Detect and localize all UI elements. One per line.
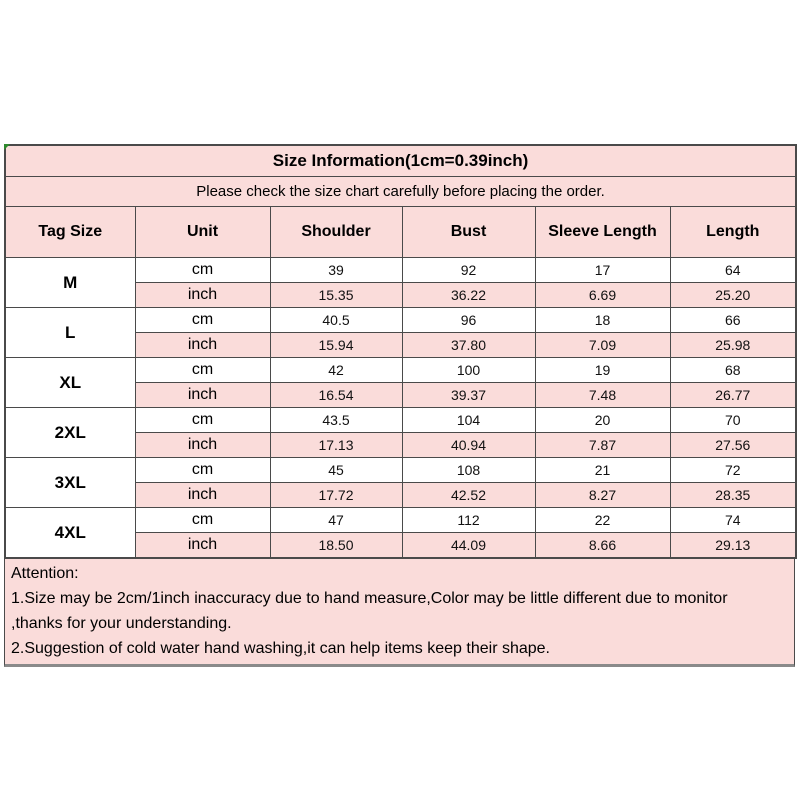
table-row	[5, 258, 796, 283]
value-cell: 7.09	[535, 333, 670, 358]
unit-label: cm	[135, 308, 270, 333]
table-row	[5, 408, 796, 433]
value-cell: 45	[270, 458, 402, 483]
value-cell: 92	[402, 258, 535, 283]
value-cell: 44.09	[402, 533, 535, 559]
column-header-length: Length	[670, 207, 796, 258]
value-cell: 28.35	[670, 483, 796, 508]
value-cell: 104	[402, 408, 535, 433]
unit-label: cm	[135, 258, 270, 283]
size-label: L	[5, 308, 135, 358]
size-chart-sheet	[4, 144, 795, 667]
size-label: 3XL	[5, 458, 135, 508]
value-cell: 68	[670, 358, 796, 383]
value-cell: 16.54	[270, 383, 402, 408]
size-label: 4XL	[5, 508, 135, 559]
value-cell: 64	[670, 258, 796, 283]
value-cell: 39	[270, 258, 402, 283]
column-header-tag-size: Tag Size	[5, 207, 135, 258]
value-cell: 36.22	[402, 283, 535, 308]
value-cell: 18.50	[270, 533, 402, 559]
value-cell: 70	[670, 408, 796, 433]
value-cell: 8.27	[535, 483, 670, 508]
value-cell: 15.35	[270, 283, 402, 308]
value-cell: 8.66	[535, 533, 670, 559]
unit-label: inch	[135, 433, 270, 458]
unit-label: inch	[135, 533, 270, 559]
value-cell: 25.98	[670, 333, 796, 358]
value-cell: 39.37	[402, 383, 535, 408]
value-cell: 17.13	[270, 433, 402, 458]
value-cell: 40.94	[402, 433, 535, 458]
value-cell: 42.52	[402, 483, 535, 508]
value-cell: 25.20	[670, 283, 796, 308]
value-cell: 15.94	[270, 333, 402, 358]
unit-label: cm	[135, 508, 270, 533]
unit-label: cm	[135, 358, 270, 383]
attention-line: 1.Size may be 2cm/1inch inaccuracy due to hand measure,Color may be little different due to monitor	[11, 590, 728, 607]
column-header-row	[5, 207, 796, 258]
column-header-shoulder: Shoulder	[270, 207, 402, 258]
unit-label: cm	[135, 408, 270, 433]
unit-label: inch	[135, 283, 270, 308]
value-cell: 72	[670, 458, 796, 483]
value-cell: 100	[402, 358, 535, 383]
value-cell: 6.69	[535, 283, 670, 308]
attention-section	[4, 559, 795, 667]
attention-line: 2.Suggestion of cold water hand washing,it can help items keep their shape.	[11, 640, 550, 657]
value-cell: 17.72	[270, 483, 402, 508]
value-cell: 7.48	[535, 383, 670, 408]
value-cell: 74	[670, 508, 796, 533]
value-cell: 40.5	[270, 308, 402, 333]
value-cell: 43.5	[270, 408, 402, 433]
value-cell: 27.56	[670, 433, 796, 458]
value-cell: 20	[535, 408, 670, 433]
value-cell: 17	[535, 258, 670, 283]
table-row	[5, 458, 796, 483]
value-cell: 96	[402, 308, 535, 333]
value-cell: 18	[535, 308, 670, 333]
table-row	[5, 308, 796, 333]
unit-label: cm	[135, 458, 270, 483]
table-subtitle-row	[5, 177, 796, 207]
table-title: Size Information(1cm=0.39inch)	[5, 145, 796, 177]
table-row	[5, 508, 796, 533]
value-cell: 47	[270, 508, 402, 533]
value-cell: 108	[402, 458, 535, 483]
size-label: M	[5, 258, 135, 308]
value-cell: 19	[535, 358, 670, 383]
value-cell: 7.87	[535, 433, 670, 458]
column-header-sleeve-length: Sleeve Length	[535, 207, 670, 258]
table-subtitle: Please check the size chart carefully before placing the order.	[5, 177, 796, 207]
value-cell: 22	[535, 508, 670, 533]
table-title-row	[5, 145, 796, 177]
unit-label: inch	[135, 483, 270, 508]
value-cell: 42	[270, 358, 402, 383]
attention-heading: Attention:	[11, 565, 79, 582]
attention-line: ,thanks for your understanding.	[11, 615, 232, 632]
value-cell: 26.77	[670, 383, 796, 408]
value-cell: 66	[670, 308, 796, 333]
column-header-bust: Bust	[402, 207, 535, 258]
value-cell: 21	[535, 458, 670, 483]
column-header-unit: Unit	[135, 207, 270, 258]
size-label: 2XL	[5, 408, 135, 458]
table-row	[5, 358, 796, 383]
size-label: XL	[5, 358, 135, 408]
value-cell: 29.13	[670, 533, 796, 559]
value-cell: 112	[402, 508, 535, 533]
value-cell: 37.80	[402, 333, 535, 358]
unit-label: inch	[135, 383, 270, 408]
size-chart-table	[4, 144, 797, 559]
unit-label: inch	[135, 333, 270, 358]
